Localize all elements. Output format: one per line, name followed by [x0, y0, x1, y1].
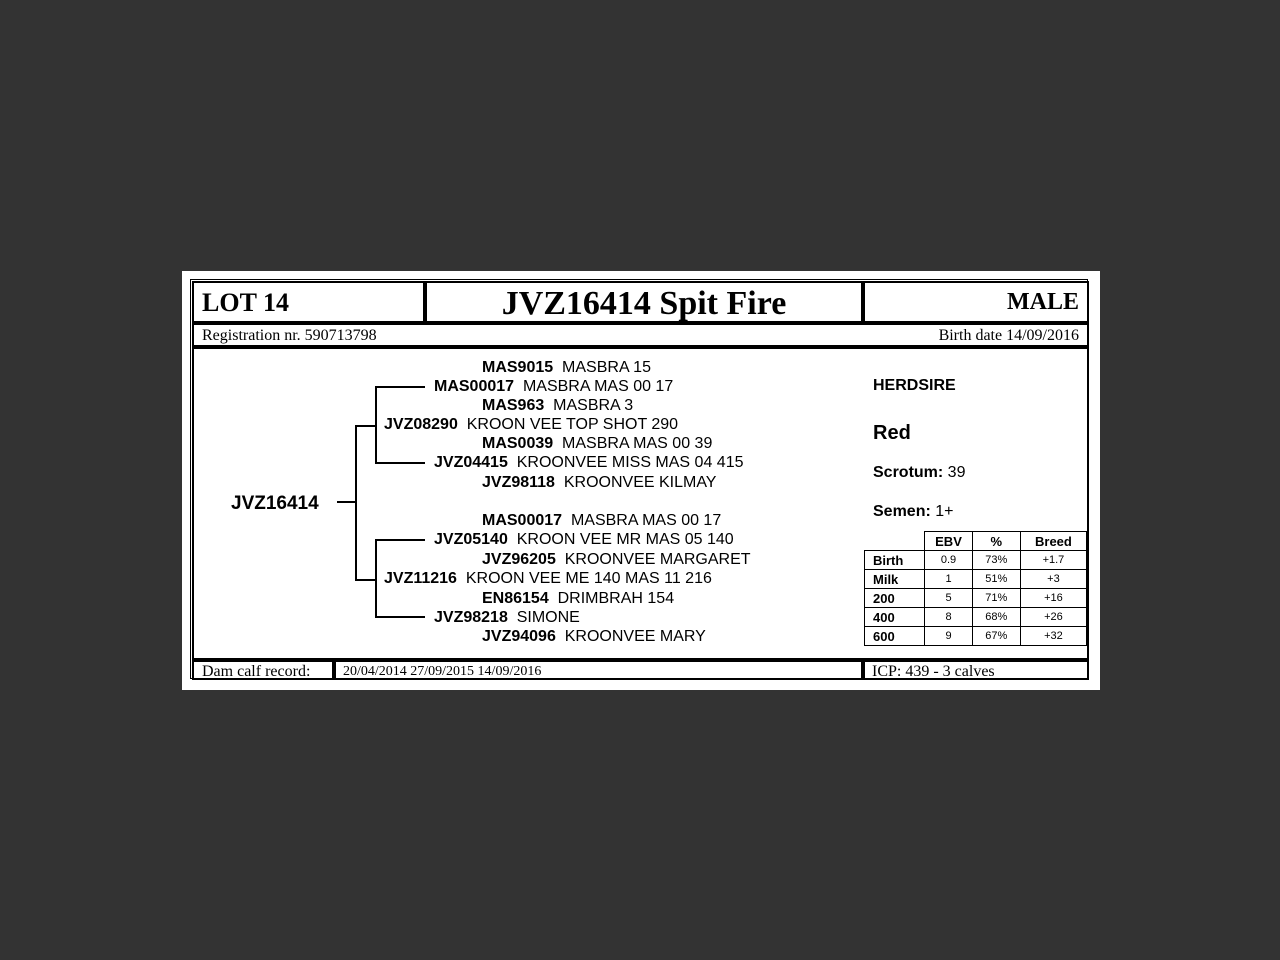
semen-info: Semen: 1+ — [873, 503, 954, 520]
scrotum-info: Scrotum: 39 — [873, 464, 966, 481]
ebv-table — [864, 531, 1087, 646]
title-box — [425, 281, 863, 323]
dam-calf-label-box — [192, 660, 334, 680]
registration-row — [192, 323, 1089, 347]
breed-header: Breed — [1020, 532, 1086, 551]
pedigree-animal — [231, 493, 319, 515]
dam-calf-label: Dam calf record: — [202, 663, 311, 680]
tree-line — [355, 579, 375, 581]
tree-line — [375, 386, 377, 463]
pedigree-dam-dam-dam: JVZ94096 KROONVEE MARY — [482, 628, 706, 645]
dam-calf-dates: 20/04/2014 27/09/2015 14/09/2016 — [343, 664, 542, 679]
registration-number: Registration nr. 590713798 — [202, 327, 377, 344]
pedigree-sire-dam-dam: JVZ98118 KROONVEE KILMAY — [482, 474, 717, 491]
ebv-header: EBV — [925, 532, 972, 551]
lot-card — [182, 271, 1100, 690]
tree-line — [355, 425, 357, 581]
lot-box — [192, 281, 425, 323]
pedigree-sire: JVZ08290 KROON VEE TOP SHOT 290 — [384, 416, 679, 433]
pedigree-dam-sire: JVZ05140 KROON VEE MR MAS 05 140 — [434, 531, 734, 548]
table-row: Milk 1 51% +3 — [865, 570, 1087, 589]
pedigree-sire-sire-dam: MAS963 MASBRA 3 — [482, 397, 634, 414]
pedigree-sire-sire: MAS00017 MASBRA MAS 00 17 — [434, 378, 674, 395]
tree-line — [375, 616, 425, 618]
status-label: HERDSIRE — [873, 377, 956, 394]
pedigree-sire-dam-sire: MAS0039 MASBRA MAS 00 39 — [482, 435, 713, 452]
icp-box — [863, 660, 1089, 680]
pedigree-dam-sire-dam: JVZ96205 KROONVEE MARGARET — [482, 551, 751, 568]
table-row: 600 9 67% +32 — [865, 627, 1087, 646]
animal-title: JVZ16414 Spit Fire — [501, 285, 787, 322]
ebv-header-row — [865, 532, 1087, 551]
tree-line — [337, 501, 355, 503]
tree-line — [375, 462, 425, 464]
tree-line — [375, 539, 425, 541]
pedigree-dam: JVZ11216 KROON VEE ME 140 MAS 11 216 — [384, 570, 712, 587]
dam-calf-dates-box — [334, 660, 863, 680]
pedigree-sire-dam: JVZ04415 KROONVEE MISS MAS 04 415 — [434, 454, 744, 471]
pedigree-dam-dam-sire: EN86154 DRIMBRAH 154 — [482, 590, 675, 607]
tree-line — [375, 386, 425, 388]
animal-id: JVZ16414 — [231, 493, 319, 514]
colour-label: Red — [873, 422, 911, 444]
icp-value: ICP: 439 - 3 calves — [872, 663, 995, 680]
sex-box — [863, 281, 1089, 323]
table-row: Birth 0.9 73% +1.7 — [865, 551, 1087, 570]
birth-date: Birth date 14/09/2016 — [938, 327, 1079, 344]
tree-line — [375, 539, 377, 618]
tree-line — [355, 425, 375, 427]
card-frame — [190, 279, 1088, 679]
pedigree-sire-sire-sire: MAS9015 MASBRA 15 — [482, 359, 651, 376]
table-row: 200 5 71% +16 — [865, 589, 1087, 608]
pedigree-dam-sire-sire: MAS00017 MASBRA MAS 00 17 — [482, 512, 722, 529]
animal-sex: MALE — [1007, 289, 1079, 315]
table-row: 400 8 68% +26 — [865, 608, 1087, 627]
pedigree-panel — [192, 347, 1089, 660]
pedigree-dam-dam: JVZ98218 SIMONE — [434, 609, 580, 626]
lot-number: LOT 14 — [202, 288, 289, 317]
pct-header: % — [972, 532, 1020, 551]
